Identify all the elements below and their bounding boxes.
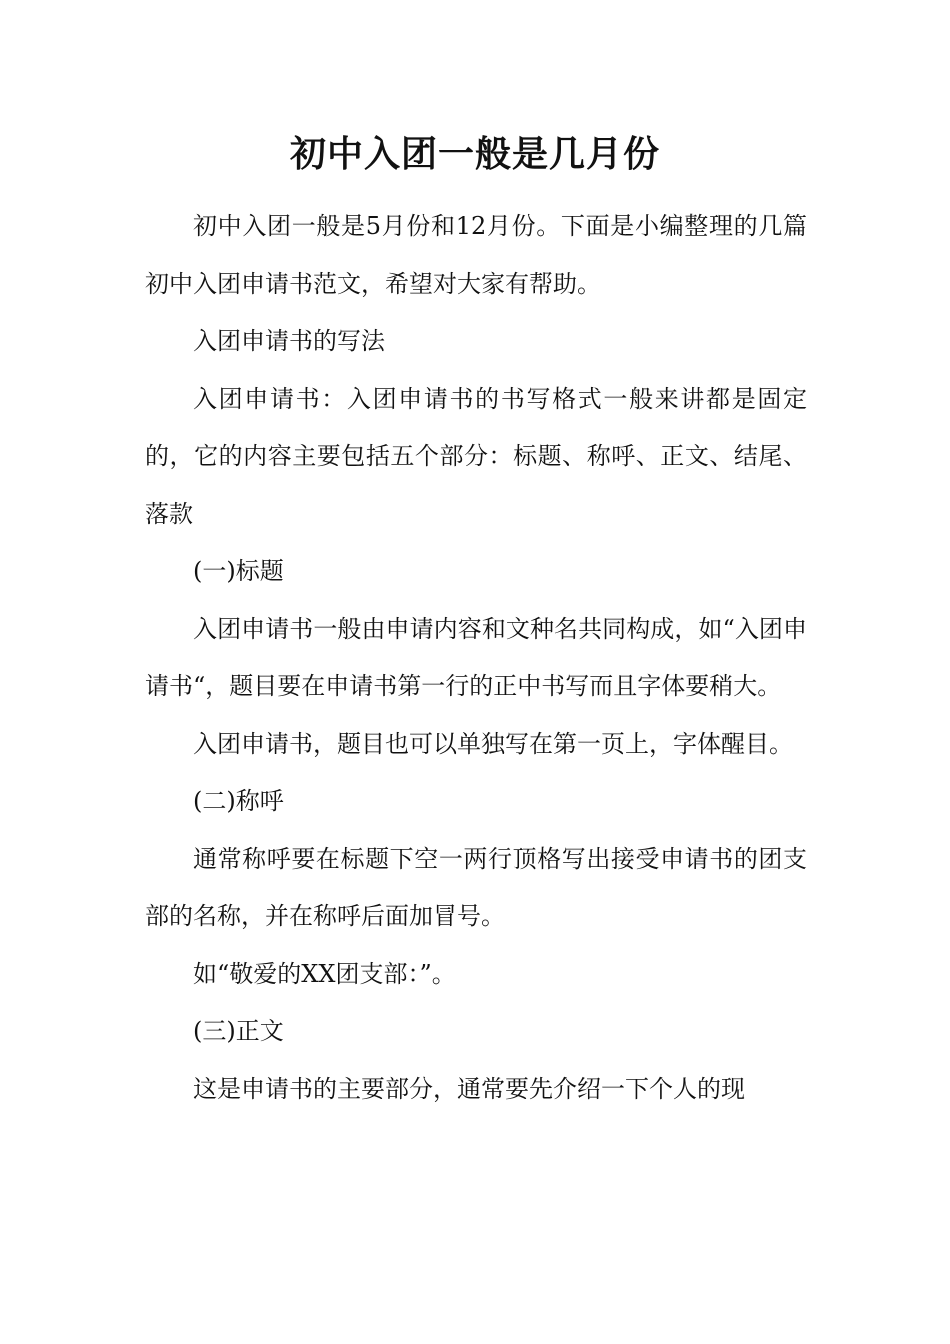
- paragraph-format-overview: 入团申请书：入团申请书的书写格式一般来讲都是固定的，它的内容主要包括五个部分：标题、称呼、正文、结尾、落款: [145, 384, 807, 528]
- paragraph-salutation-example: 如“敬爱的XX团支部：”。: [193, 959, 456, 988]
- heading-section-title: (一)标题: [193, 557, 284, 585]
- heading-section-salutation: (二)称呼: [193, 787, 284, 815]
- paragraph-intro: 初中入团一般是5月份和12月份。下面是小编整理的几篇初中入团申请书范文，希望对大家有帮助。: [145, 212, 807, 298]
- paragraph-title-rule: 入团申请书一般由申请内容和文种名共同构成，如“入团申请书“，题目要在申请书第一行的正中书写而且字体要稍大。: [145, 614, 807, 700]
- paragraph-body-start: 这是申请书的主要部分，通常要先介绍一下个人的现: [193, 1074, 745, 1103]
- paragraph-salutation-rule: 通常称呼要在标题下空一两行顶格写出接受申请书的团支部的名称，并在称呼后面加冒号。: [145, 844, 807, 930]
- document-body: [145, 198, 807, 1118]
- document-title: 初中入团一般是几月份: [289, 133, 660, 175]
- heading-section-body: (三)正文: [193, 1017, 284, 1045]
- paragraph-title-alt: 入团申请书，题目也可以单独写在第一页上，字体醒目。: [193, 729, 793, 758]
- heading-writing-method: 入团申请书的写法: [193, 327, 385, 355]
